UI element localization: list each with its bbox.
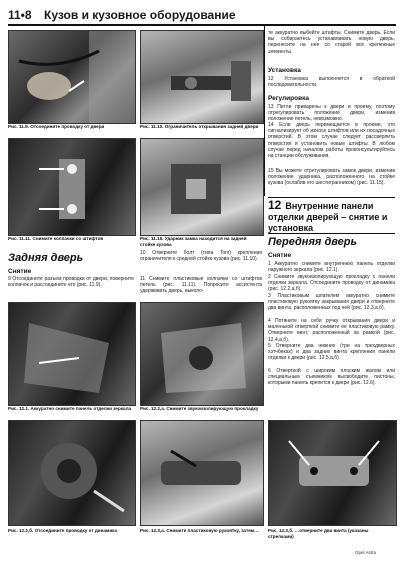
rear-door-step-13: 13 Петли приварены к двери и проему, поэтому отрегулировать положение двери, изменив положение петель, невозможно. bbox=[268, 104, 395, 123]
plastic-handle-illustration bbox=[141, 421, 263, 525]
rear-door-step-14: 14 Если дверь перемещается в проеме, это сигнализирует об износе штифтов или их посадочных отверстий. В этом случае следует рассверлить отверстия и установить новые штифты. В любом случае перед началом работы проконсультируйтесь на станции обслуживания. bbox=[268, 122, 395, 160]
rear-door-step-9: 9 Отсоедините разъем проводки от двери, поверните колпачок и рассоедините его (рис. 11.9). bbox=[8, 276, 134, 289]
section-12-heading bbox=[268, 200, 395, 234]
rear-door-step-11: 11 Снимите пластиковые колпачки со штифтов петель (рис. 11.11). Попросите ассистента удерживать дверь, выколо- bbox=[140, 276, 262, 295]
mirror-trim-panel-illustration bbox=[9, 303, 135, 405]
column-divider bbox=[264, 26, 265, 196]
rear-door-step-12: 12 Установка выполняется в обратной последовательности. bbox=[268, 76, 395, 89]
rear-door-heading: Задняя дверь bbox=[8, 252, 84, 264]
two-screws-illustration bbox=[269, 421, 396, 525]
front-door-step-6: 6 Отверткой с широким плоским жалом или специальным съемником высвободите пистоны, которыми панель крепится к двери (рис. 12.6). bbox=[268, 368, 395, 387]
rear-door-step-11-continued: те аккуратно выбейте штифты. Снимите дверь. Если вы собираетесь устанавливать новую дверь, перенесите на нее со старой все крепежные элементы. bbox=[268, 30, 395, 55]
hinge-pin-caps-illustration bbox=[9, 139, 135, 235]
door-striker-illustration bbox=[141, 139, 263, 235]
rear-door-step-15: 15 Вы можете отрегулировать замок двери, изменив положение ударника, расположенного на стойке кузова (ослабив его шестигранником) (рис. 11.15). bbox=[268, 168, 395, 187]
section-rule bbox=[268, 197, 395, 198]
chapter-title: Кузов и кузовное оборудование bbox=[44, 8, 236, 22]
section-12-number: 12 bbox=[268, 198, 282, 212]
rear-door-removal-heading: Снятие bbox=[8, 268, 32, 275]
front-door-step-4: 4 Потяните на себя ручку открывания двери и маленькой отверткой снимите ее пластиковую рамку. Отверните винт, расположенный за рамкой (рис. 12.4,а,б). bbox=[268, 318, 395, 343]
front-door-step-1: 1 Аккуратно снимите внутреннюю панель отделки наружного зеркала (рис. 12.1). bbox=[268, 261, 395, 274]
front-door-heading: Передняя дверь bbox=[268, 236, 357, 248]
door-wiring-illustration bbox=[9, 31, 135, 123]
front-door-removal-heading: Снятие bbox=[268, 252, 292, 259]
door-check-strap-illustration bbox=[141, 31, 263, 123]
header-rule bbox=[8, 24, 396, 26]
photo-fig-12-3a bbox=[140, 420, 264, 526]
photo-fig-12-2b bbox=[8, 420, 136, 526]
caption-fig-12-1: Рис. 12.1. Аккуратно снимите панель отделки зеркала bbox=[8, 406, 132, 411]
rear-door-step-10: 10 Отверните болт (типа Torx) крепления ограничителя к средней стойке кузова (рис. 11.10). bbox=[140, 250, 262, 263]
photo-fig-11-15 bbox=[140, 138, 264, 236]
caption-fig-11-9: Рис. 11.9. Отсоедините проводку от двери bbox=[8, 124, 105, 129]
section-rule-bottom bbox=[268, 233, 395, 234]
caption-fig-12-3b: Рис. 12.3,б. …отверните два винта (указаны стрелками) bbox=[268, 528, 369, 539]
front-door-step-2: 2 Снимите звукоизолирующую прокладку с панели отделки зеркала. Отсоедините проводку от динамика (рис. 12.2,а,б). bbox=[268, 274, 395, 293]
caption-fig-12-2a: Рис. 12.2,а. Снимите звукоизолирующую прокладку bbox=[140, 406, 259, 411]
caption-fig-11-11: Рис. 11.11. Снимите колпачки со штифтов bbox=[8, 236, 104, 241]
adjustment-heading: Регулировка bbox=[268, 95, 309, 102]
caption-fig-11-15: Рис. 11.15. Ударник замка находится на задней стойке кузова bbox=[140, 236, 247, 247]
caption-fig-12-2b: Рис. 12.2,б. Отсоедините проводку от динамика bbox=[8, 528, 118, 533]
photo-fig-12-1 bbox=[8, 302, 136, 406]
front-door-step-3: 3 Пластиковым шпателем аккуратно снимите пластиковую рукоятку закрывания двери и отверните два винта, расположенных под ней (рис. 12.3,а,б). bbox=[268, 293, 395, 312]
speaker-wiring-illustration bbox=[9, 421, 135, 525]
page-header bbox=[8, 6, 236, 22]
page-number: 11•8 bbox=[8, 8, 32, 22]
sound-insulation-illustration bbox=[141, 303, 263, 405]
photo-fig-12-3b bbox=[268, 420, 397, 526]
installation-heading: Установка bbox=[268, 67, 301, 74]
footer-model: Opel Astra bbox=[355, 550, 377, 555]
caption-fig-12-3a: Рис. 12.3,а. Снимите пластиковую рукоятку, затем… bbox=[140, 528, 259, 533]
photo-fig-11-11 bbox=[8, 138, 136, 236]
front-door-step-5: 5 Отверните два нижних (три на трехдверных хэтчбеках) и два задних винта крепления панели отделки к двери (рис. 12.5,а,б). bbox=[268, 343, 395, 362]
photo-fig-11-9 bbox=[8, 30, 136, 124]
section-12-title: Внутренние панели отделки дверей – снятие и установка bbox=[268, 201, 388, 233]
photo-fig-12-2a bbox=[140, 302, 264, 406]
caption-fig-11-10: Рис. 11.10. Ограничитель открывания задней двери bbox=[140, 124, 259, 129]
photo-fig-11-10 bbox=[140, 30, 264, 124]
